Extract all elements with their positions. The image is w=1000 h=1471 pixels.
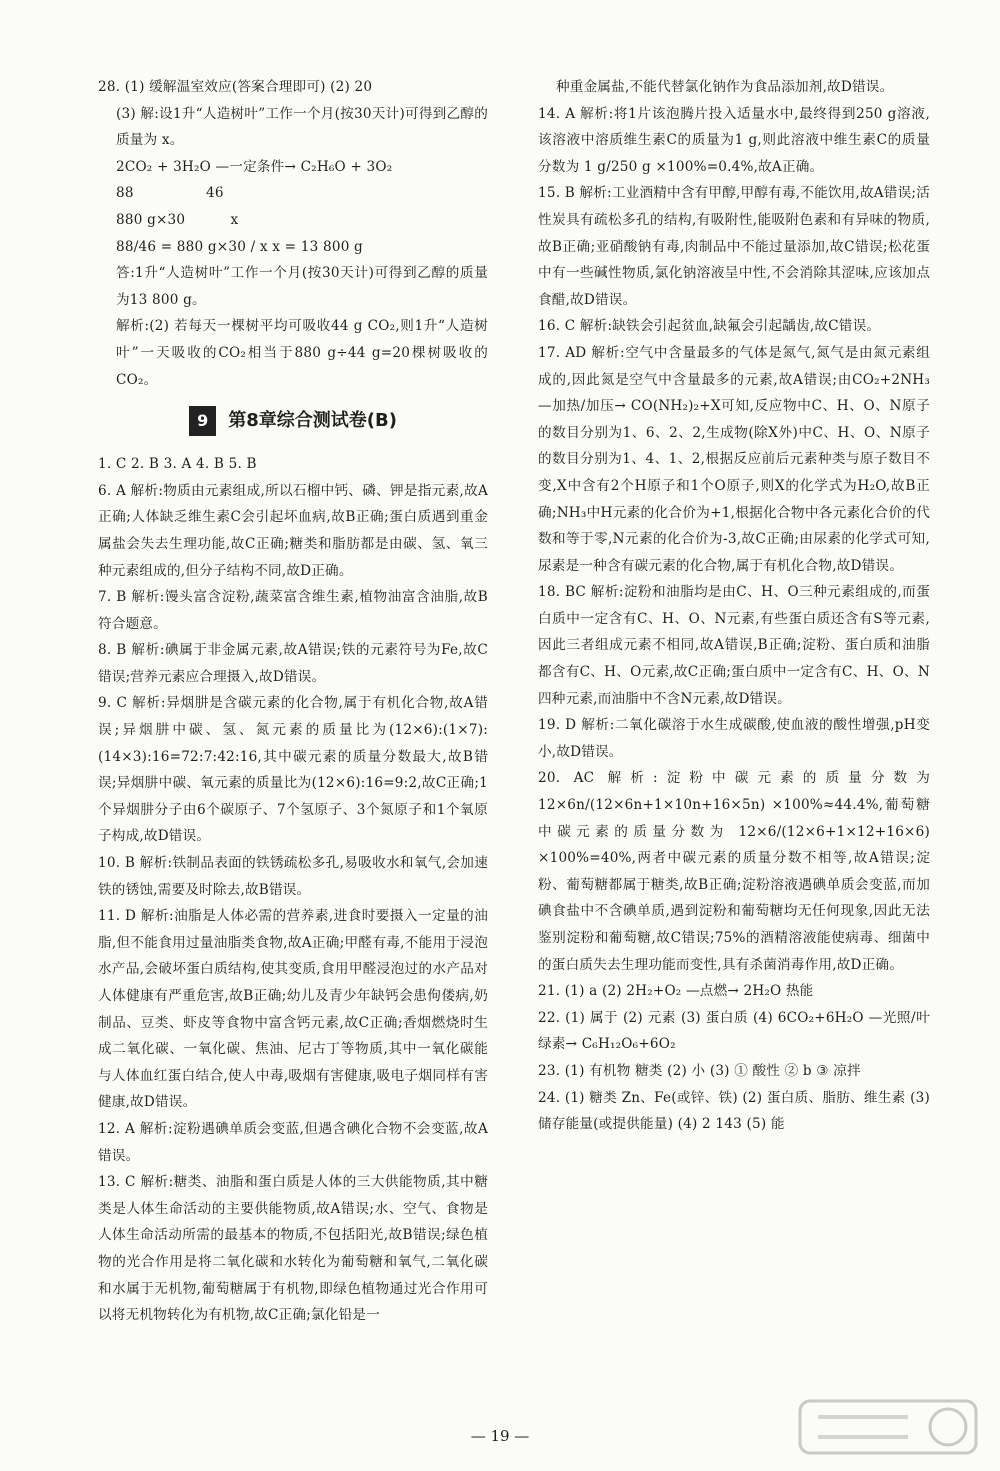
- answer-conclusion: 答:1升“人造树叶”工作一个月(按30天计)可得到乙醇的质量为13 800 g。: [116, 265, 488, 308]
- equation-ratio-row: 88 46: [116, 185, 224, 202]
- answer-15: 15. B 解析:工业酒精中含有甲醇,甲醇有毒,不能饮用,故A错误;活性炭具有疏松多孔的结构,有吸附性,能吸附色素和有异味的物质,故B正确;亚硝酸钠有毒,肉制品中不能过量添加,故C错误;松花蛋中有一些碱性物质,氯化钠溶液呈中性,不会消除其涩味,应该加点食醋,故D错误。: [538, 185, 930, 308]
- answer-12: 12. A 解析:淀粉遇碘单质会变蓝,但遇含碘化合物不会变蓝,故A错误。: [98, 1120, 488, 1164]
- section-title: 第8章综合测试卷(B): [228, 409, 397, 431]
- answer-13: 13. C 解析:糖类、油脂和蛋白质是人体的三大供能物质,其中糖类是人体生命活动的主要供能物质,故A错误;水、空气、食物是人体生命活动所需的最基本的物质,不包括阳光,故B错误;绿色植物的光合作用是将二氧化碳和水转化为葡萄糖和氧气,二氧化碳和水属于无机物,葡萄糖属于有机物,即绿色植物通过光合作用可以将无机物转化为有机物,故C正确;氯化铅是一: [98, 1174, 488, 1324]
- answers-1-5: 1. C 2. B 3. A 4. B 5. B: [98, 456, 257, 473]
- answer-24: 24. (1) 糖类 Zn、Fe(或锌、铁) (2) 蛋白质、脂肪、维生素 (3) 储存能量(或提供能量) (4) 2 143 (5) 能: [538, 1089, 930, 1133]
- answer-14: 14. A 解析:将1片该泡腾片投入适量水中,最终得到250 g溶液,该溶液中溶质维生素C的质量为1 g,则此溶液中维生素C的质量分数为 1 g/250 g ×100%=0.4%,故A正确。: [538, 105, 930, 175]
- answer-28-analysis: 解析:(2) 若每天一棵树平均可吸收44 g CO₂,则1升“人造树叶”一天吸收的CO₂相当于880 g÷44 g=20棵树吸收的CO₂。: [116, 318, 488, 388]
- answer-7: 7. B 解析:馒头富含淀粉,蔬菜富含维生素,植物油富含油脂,故B符合题意。: [98, 589, 488, 632]
- answer-8: 8. B 解析:碘属于非金属元素,故A错误;铁的元素符号为Fe,故C错误;营养元素应合理摄入,故D错误。: [98, 642, 488, 685]
- answer-28-3-setup: (3) 解:设1升“人造树叶”工作一个月(按30天计)可得到乙醇的质量为 x。: [116, 105, 488, 149]
- answer-16: 16. C 解析:缺铁会引起贫血,缺氟会引起龋齿,故C错误。: [538, 318, 881, 335]
- answer-21: 21. (1) a (2) 2H₂+O₂ —点燃→ 2H₂O 热能: [538, 983, 814, 1000]
- answer-19: 19. D 解析:二氧化碳溶于水生成碳酸,使血液的酸性增强,pH变小,故D错误。: [538, 717, 930, 760]
- left-column: [98, 74, 488, 1329]
- answer-9: 9. C 解析:异烟肼是含碳元素的化合物,属于有机化合物,故A错误;异烟肼中碳、氢、氮元素的质量比为(12×6):(1×7):(14×3):16=72:7:42:16,其中碳元素的质量分数最大,故B错误;异烟肼中碳、氧元素的质量比为(12×6):16=9:2,故C正确;1个异烟肼分子由6个碳原子、7个氢原子、3个氮原子和1个氧原子构成,故D错误。: [98, 695, 488, 845]
- page-number: — 19 —: [470, 1427, 530, 1445]
- answer-13-continued: 种重金属盐,不能代替氯化钠作为食品添加剂,故D错误。: [556, 79, 894, 95]
- chemical-equation: 2CO₂ + 3H₂O —一定条件→ C₂H₆O + 3O₂: [116, 158, 393, 175]
- section-header: [98, 399, 488, 443]
- answer-23: 23. (1) 有机物 糖类 (2) 小 (3) ① 酸性 ② b ③ 凉拌: [538, 1062, 861, 1079]
- answer-18: 18. BC 解析:淀粉和油脂均是由C、H、O三种元素组成的,而蛋白质中一定含有C、H、O、N元素,有些蛋白质还含有S等元素,因此三者组成元素不相同,故A错误,B正确;淀粉、蛋白质和油脂都含有C、H、O元素,故C正确;蛋白质中一定含有C、H、O、N四种元素,而油脂中不含N元素,故D错误。: [538, 584, 930, 707]
- answer-17: 17. AD 解析:空气中含量最多的气体是氮气,氮气是由氮元素组成的,因此氮是空气中含量最多的元素,故A错误;由CO₂+2NH₃ —加热/加压→ CO(NH₂)₂+X可知,反应物中C、H、O、N原子的数目分别为1、6、2、2,生成物(除X外)中C、H、O、N原子的数目分别为1、4、1、2,根据反应前后元素种类与原子数目不变,X中含有2个H原子和1个O原子,则X的化学式为H₂O,故B正确;NH₃中H元素的化合价为+1,根据化合物中各元素化合价的代数和等于零,N元素的化合价为-3,故C正确;由尿素的化学式可知,尿素是一种含有碳元素的化合物,属于有机化合物,故D错误。: [538, 344, 930, 574]
- answer-11: 11. D 解析:油脂是人体必需的营养素,进食时要摄入一定量的油脂,但不能食用过量油脂类食物,故A正确;甲醛有毒,不能用于浸泡水产品,会破坏蛋白质结构,使其变质,食用甲醛浸泡过的水产品对人体健康有严重危害,故B正确;幼儿及青少年缺钙会患佝偻病,奶制品、豆类、虾皮等食物中富含钙元素,故C正确;香烟燃烧时生成二氧化碳、一氧化碳、焦油、尼古丁等物质,其中一氧化碳能与人体血红蛋白结合,使人中毒,吸烟有害健康,吸电子烟同样有害健康,故D错误。: [98, 908, 488, 1111]
- answer-10: 10. B 解析:铁制品表面的铁锈疏松多孔,易吸收水和氧气,会加速铁的锈蚀,需要及时除去,故B错误。: [98, 855, 488, 898]
- answer-6: 6. A 解析:物质由元素组成,所以石榴中钙、磷、钾是指元素,故A正确;人体缺乏维生素C会引起坏血病,故B正确;蛋白质遇到重金属盐会失去生理功能,故C正确;糖类和脂肪都是由碳、氢、氧三种元素组成的,但分子结构不同,故D正确。: [98, 482, 488, 579]
- answer-28-1: 28. (1) 缓解温室效应(答案合理即可) (2) 20: [98, 79, 373, 95]
- proportion-solution: 88/46 = 880 g×30 / x x = 13 800 g: [116, 238, 363, 255]
- answer-20: 20. AC 解析:淀粉中碳元素的质量分数为 12×6n/(12×6n+1×10n+16×5n) ×100%≈44.4%,葡萄糖中碳元素的质量分数为 12×6/(12×6+1×12+16×6) ×100%=40%,两者中碳元素的质量分数不相等,故A错误;淀粉、葡萄糖都属于糖类,故B正确;淀粉溶液遇碘单质会变蓝,而加碘食盐中不含碘单质,遇到淀粉和葡萄糖均无任何现象,因此无法鉴别淀粉和葡萄糖,故C错误;75%的酒精溶液能使病毒、细菌中的蛋白质失去生理功能而变性,具有杀菌消毒作用,故D正确。: [538, 770, 930, 973]
- section-number: 9: [189, 406, 216, 437]
- watermark-logo-icon: [798, 1397, 978, 1457]
- equation-mass-row: 880 g×30 x: [116, 211, 239, 228]
- right-column: [538, 74, 930, 1138]
- answer-22: 22. (1) 属于 (2) 元素 (3) 蛋白质 (4) 6CO₂+6H₂O —光照/叶绿素→ C₆H₁₂O₆+6O₂: [538, 1009, 930, 1053]
